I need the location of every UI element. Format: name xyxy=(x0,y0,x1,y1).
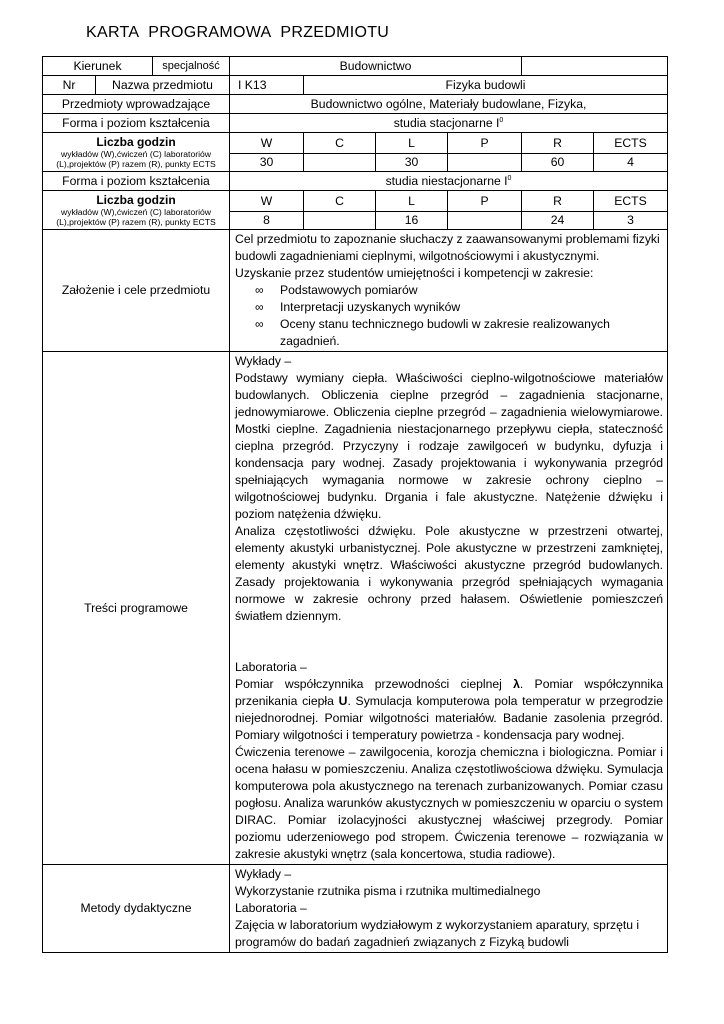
goals-intro-2: Uzyskanie przez studentów umiejętności i kompetencji w zakresie: xyxy=(235,266,594,280)
extramural-ects: 3 xyxy=(594,212,668,230)
extramural-form-label: Forma i poziom kształcenia xyxy=(43,172,230,191)
col-w: W xyxy=(230,191,304,212)
extramural-r: 24 xyxy=(522,212,594,230)
methods-lab-text: Zajęcia w laboratorium wydziałowym z wykorzystaniem aparatury, sprzętu i programów do badań zagadnień związanych z Fizyką budowli xyxy=(235,918,640,949)
course-name-label: Nazwa przedmiotu xyxy=(96,76,230,95)
extramural-hours-label xyxy=(43,191,230,230)
u-symbol: U xyxy=(338,694,348,708)
stationary-hours-header-row xyxy=(43,133,668,154)
methods-lectures-text: Wykorzystanie rzutnika pisma i rzutnika multimedialnego xyxy=(235,884,541,898)
methods-row xyxy=(43,865,668,953)
hours-title: Liczba godzin xyxy=(96,193,176,207)
hours-title: Liczba godzin xyxy=(96,135,176,149)
hours-note: wykładów (W),ćwiczeń (C) laboratoriów (L),projektów (P) razem (R), punkty ECTS xyxy=(56,207,216,227)
stationary-form-row xyxy=(43,114,668,133)
prerequisites-row xyxy=(43,95,668,114)
stationary-p xyxy=(448,154,522,172)
content-lab-heading: Laboratoria – xyxy=(235,660,307,674)
goals-intro: Cel przedmiotu to zapoznanie słuchaczy z zaawansowanymi problemami fizyki budowli zagadnieniami cieplnymi, wilgotnościowymi i akustycznymi. xyxy=(235,232,660,263)
content-spacer xyxy=(235,625,663,659)
col-r: R xyxy=(522,133,594,154)
nr-label: Nr xyxy=(43,76,96,95)
col-ects: ECTS xyxy=(594,133,668,154)
lambda-symbol: λ xyxy=(513,677,520,691)
direction-row xyxy=(43,57,668,76)
goals-list xyxy=(235,282,663,350)
stationary-l: 30 xyxy=(376,154,448,172)
stationary-hours-label xyxy=(43,133,230,172)
content-row xyxy=(43,352,668,865)
content-lab-p2: Ćwiczenia terenowe – zawilgocenia, korozja chemiczna i biologiczna. Pomiar i ocena hałasu w pomieszczeniu. Analiza częstotliwościowa dźwięku. Symulacja komputerowa pola akustycznego na terenach zurbanizowanych. Pomiar czasu pogłosu. Analiza warunków akustycznych w pomieszczeniu w oparciu o system DIRAC. Pomiar izolacyjności akustycznej właściwej przegrody. Pomiar poziomu uderzeniowego pod stropem. Ćwiczenia terenowe – rozwiązania w zakresie akustyki wnętrz (sala koncertowa, studia radiowe). xyxy=(235,745,664,861)
goals-content xyxy=(230,230,668,352)
infinity-bullet-icon: ∞ xyxy=(255,317,264,331)
col-r: R xyxy=(522,191,594,212)
col-p: P xyxy=(448,133,522,154)
prerequisites-label: Przedmioty wprowadzające xyxy=(43,95,230,114)
extramural-p xyxy=(448,212,522,230)
content-label: Treści programowe xyxy=(43,352,230,865)
direction-value: Budownictwo xyxy=(230,57,522,76)
content-lectures-p1: Podstawy wymiany ciepła. Właściwości cieplno-wilgotnościowe materiałów budowlanych. Obliczenia cieplne przegród – zagadnienia stacjonarne, jednowymiarowe. Obliczenia cieplne przegród – zagadnienia wielowymiarowe. Mostki cieplne. Zagadnienia niestacjonarnego przepływu ciepła, stateczność cieplna przegród. Przyczyny i rodzaje zawilgoceń w budynku, dyfuzja i kondensacja pary wodnej. Zasady projektowania i wykonywania przegród spełniających wymagania normowe w zakresie ochrony cieplno – wilgotnościowej budynku. Drgania i fale akustyczne. Natężenie dźwięku i poziom natężenia dźwięku. xyxy=(235,371,664,521)
col-p: P xyxy=(448,191,522,212)
content-body xyxy=(230,352,668,865)
goals-label: Założenie i cele przedmiotu xyxy=(43,230,230,352)
content-lab-p1: Pomiar współczynnika przewodności cieplnej λ. Pomiar współczynnika przenikania ciepła U. Symulacja komputerowa pola temperatur w przegrodzie niejednorodnej. Pomiar wilgotności materiałów. Badanie zasolenia przegród. Pomiary wilgotności i temperatury powietrza - kondensacja pary wodnej. xyxy=(235,677,664,742)
methods-body xyxy=(230,865,668,953)
methods-lab-heading: Laboratoria – xyxy=(235,901,307,915)
list-item: ∞ Interpretacji uzyskanych wyników xyxy=(255,300,461,314)
course-code: I K13 xyxy=(230,76,304,95)
document-title: KARTA PROGRAMOWA PRZEDMIOTU xyxy=(86,24,390,41)
stationary-r: 60 xyxy=(522,154,594,172)
col-c: C xyxy=(304,133,376,154)
specialty-label: specjalność xyxy=(153,57,230,76)
course-card-table xyxy=(42,56,668,953)
list-item: ∞ Oceny stanu technicznego budowli w zakresie realizowanych zagadnień. xyxy=(255,317,610,348)
stationary-form-value: studia stacjonarne $I^0$ xyxy=(230,114,668,133)
list-item: ∞ Podstawowych pomiarów xyxy=(255,283,418,297)
stationary-form-label: Forma i poziom kształcenia xyxy=(43,114,230,133)
course-name: Fizyka budowli xyxy=(304,76,668,95)
stationary-ects: 4 xyxy=(594,154,668,172)
extramural-form-value: studia niestacjonarne $I^0$ xyxy=(230,172,668,191)
stationary-c xyxy=(304,154,376,172)
specialty-value xyxy=(522,57,668,76)
infinity-bullet-icon: ∞ xyxy=(255,283,264,297)
extramural-l: 16 xyxy=(376,212,448,230)
course-row xyxy=(43,76,668,95)
direction-label: Kierunek xyxy=(43,57,153,76)
methods-label: Metody dydaktyczne xyxy=(43,865,230,953)
infinity-bullet-icon: ∞ xyxy=(255,300,264,314)
col-ects: ECTS xyxy=(594,191,668,212)
col-w: W xyxy=(230,133,304,154)
prerequisites-value: Budownictwo ogólne, Materiały budowlane, Fizyka, xyxy=(230,95,668,114)
extramural-w: 8 xyxy=(230,212,304,230)
content-lectures-heading: Wykłady – xyxy=(235,354,292,368)
extramural-hours-header-row xyxy=(43,191,668,212)
extramural-form-row xyxy=(43,172,668,191)
methods-lectures-heading: Wykłady – xyxy=(235,867,292,881)
col-l: L xyxy=(376,133,448,154)
extramural-c xyxy=(304,212,376,230)
goals-row xyxy=(43,230,668,352)
content-lectures-p2: Analiza częstotliwości dźwięku. Pole akustyczne w przestrzeni otwartej, elementy akustyki urbanistycznej. Pole akustyczne w przestrzeni zamkniętej, elementy akustyki wnętrz. Właściwości akustyczne przegród budowlanych. Zasady projektowania i wykonywania przegród spełniających wymagania normowe w zakresie ochrony przed hałasem. Oświetlenie pomieszczeń światłem dziennym. xyxy=(235,524,664,623)
hours-note: wykładów (W),ćwiczeń (C) laboratoriów (L),projektów (P) razem (R), punkty ECTS xyxy=(56,149,216,169)
col-l: L xyxy=(376,191,448,212)
col-c: C xyxy=(304,191,376,212)
stationary-w: 30 xyxy=(230,154,304,172)
